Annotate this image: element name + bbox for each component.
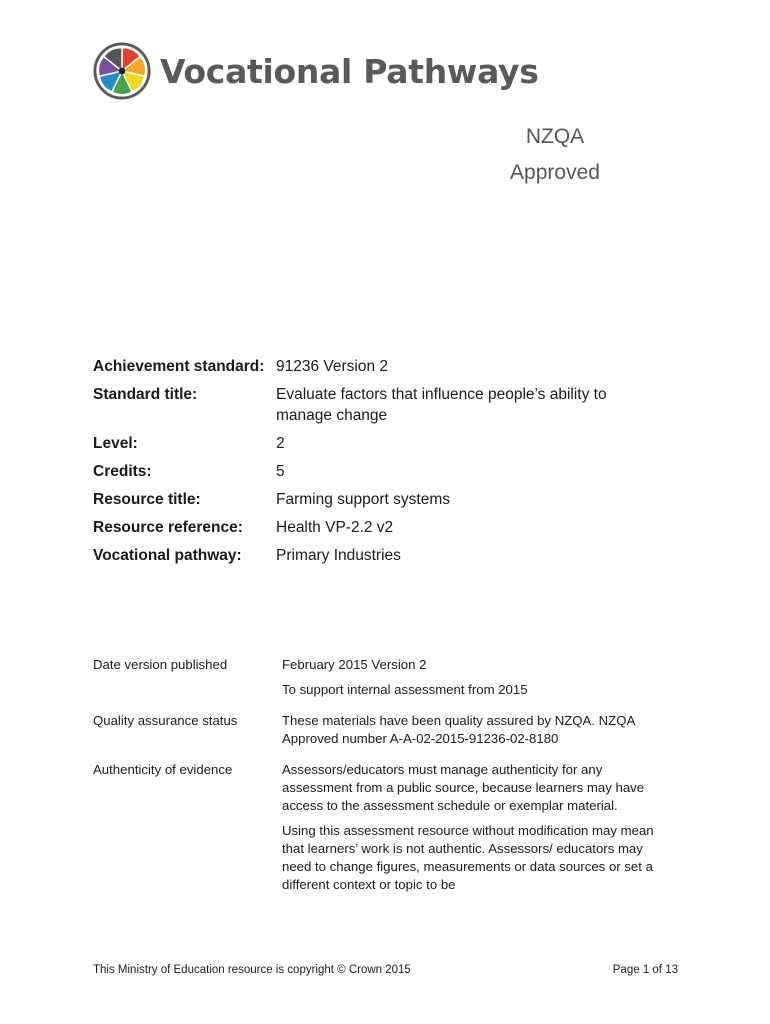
page-number: Page 1 of 13 (612, 964, 678, 976)
approved-label: Approved (510, 161, 600, 184)
pathways-wheel-icon (92, 42, 152, 100)
summary-row (93, 384, 693, 426)
detail-row-date-published (93, 656, 693, 699)
detail-row-authenticity (93, 761, 693, 894)
summary-row (93, 517, 693, 538)
detail-paragraph: February 2015 Version 2 (282, 657, 427, 672)
summary-value: Primary Industries (276, 547, 401, 564)
detail-value (282, 712, 657, 748)
summary-value: Health VP-2.2 v2 (276, 519, 394, 536)
summary-value: Farming support systems (276, 491, 450, 508)
summary-value: 91236 Version 2 (276, 358, 389, 375)
summary-label: Resource title: (93, 491, 201, 508)
standard-summary (93, 356, 693, 573)
nzqa-label: NZQA (525, 125, 585, 148)
detail-value (282, 656, 657, 699)
detail-paragraph: Assessors/educators must manage authenticity for any assessment from a public source, because learners may have access to the assessment schedule or exemplar material. (282, 762, 645, 813)
summary-label: Standard title: (93, 386, 198, 403)
summary-row (93, 433, 693, 454)
summary-label: Credits: (93, 463, 152, 480)
resource-details (93, 656, 693, 907)
logo-text: Vocational Pathways (160, 51, 539, 91)
summary-row (93, 356, 693, 377)
summary-row (93, 545, 693, 566)
summary-value: 5 (276, 463, 285, 480)
detail-paragraph: Using this assessment resource without modification may mean that learners’ work is not authentic. Assessors/ educators may need to change figures, measurements or data sources or set a different context or topic to be (282, 823, 654, 892)
summary-label: Resource reference: (93, 519, 243, 536)
page-footer (93, 964, 678, 976)
detail-row-quality-assurance (93, 712, 693, 748)
detail-label: Quality assurance status (93, 713, 238, 728)
detail-value (282, 761, 657, 894)
detail-paragraph: To support internal assessment from 2015 (282, 682, 528, 697)
summary-label: Achievement standard: (93, 358, 265, 375)
summary-value: 2 (276, 435, 285, 452)
summary-label: Level: (93, 435, 138, 452)
summary-row (93, 461, 693, 482)
detail-paragraph: These materials have been quality assured by NZQA. NZQA Approved number A-A-02-2015-91236-02-8180 (282, 713, 635, 746)
summary-label: Vocational pathway: (93, 547, 242, 564)
summary-row (93, 489, 693, 510)
copyright-notice: This Ministry of Education resource is copyright © Crown 2015 (93, 964, 411, 976)
vocational-pathways-logo (92, 42, 539, 100)
detail-label: Authenticity of evidence (93, 762, 233, 777)
summary-value: Evaluate factors that influence people’s ability to manage change (276, 386, 607, 424)
detail-label: Date version published (93, 657, 228, 672)
